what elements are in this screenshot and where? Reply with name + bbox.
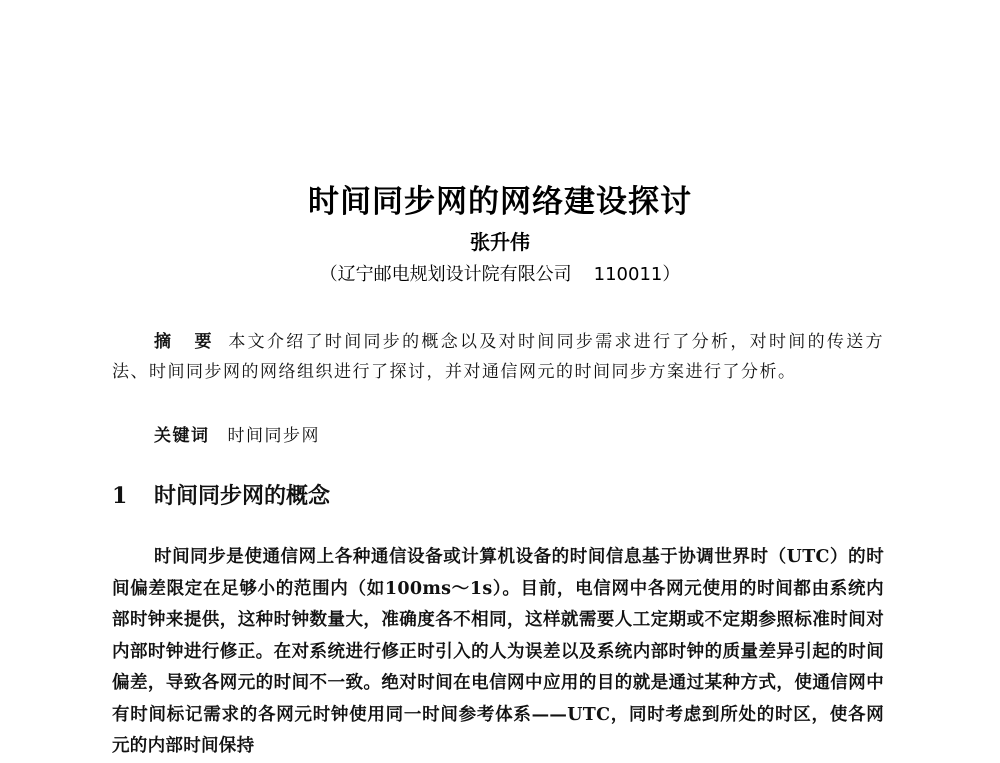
paper-title: 时间同步网的网络建设探讨	[308, 184, 692, 220]
body-paragraph: 时间同步是使通信网上各种通信设备或计算机设备的时间信息基于协调世界时（UTC）的时间偏差限定在足够小的范围内（如100ms～1s）。目前，电信网中各网元使用的时间都由系统内部时钟来提供，这种时钟数量大，准确度各不相同，这样就需要人工定期或不定期参照标准时间对内部时钟进行修正。在对系统进行修正时引入的人为误差以及系统内部时钟的质量差异引起的时间偏差，导致各网元的时间不一致。绝对时间在电信网中应用的目的就是通过某种方式，使通信网中有时间标记需求的各网元时钟使用同一时间参考体系——UTC，同时考虑到所处的时区，使各网元的内部时间保持	[112, 547, 884, 756]
abstract-label: 摘 要	[154, 332, 221, 352]
section-title: 时间同步网的概念	[154, 484, 331, 509]
author-affiliation	[0, 260, 1000, 286]
keywords-label: 关键词	[154, 426, 210, 446]
affiliation-org: （辽宁邮电规划设计院有限公司	[319, 264, 572, 285]
keywords-text: 时间同步网	[227, 426, 320, 446]
section-heading	[112, 479, 330, 510]
section-number: 1	[112, 483, 128, 509]
abstract	[112, 327, 884, 387]
affiliation-zip: 110011）	[593, 264, 681, 285]
author-name: 张升伟	[470, 230, 530, 254]
abstract-text: 本文介绍了时间同步的概念以及对时间同步需求进行了分析，对时间的传送方法、时间同步网的网络组织进行了探讨，并对通信网元的时间同步方案进行了分析。	[112, 332, 884, 382]
keywords	[154, 421, 320, 446]
